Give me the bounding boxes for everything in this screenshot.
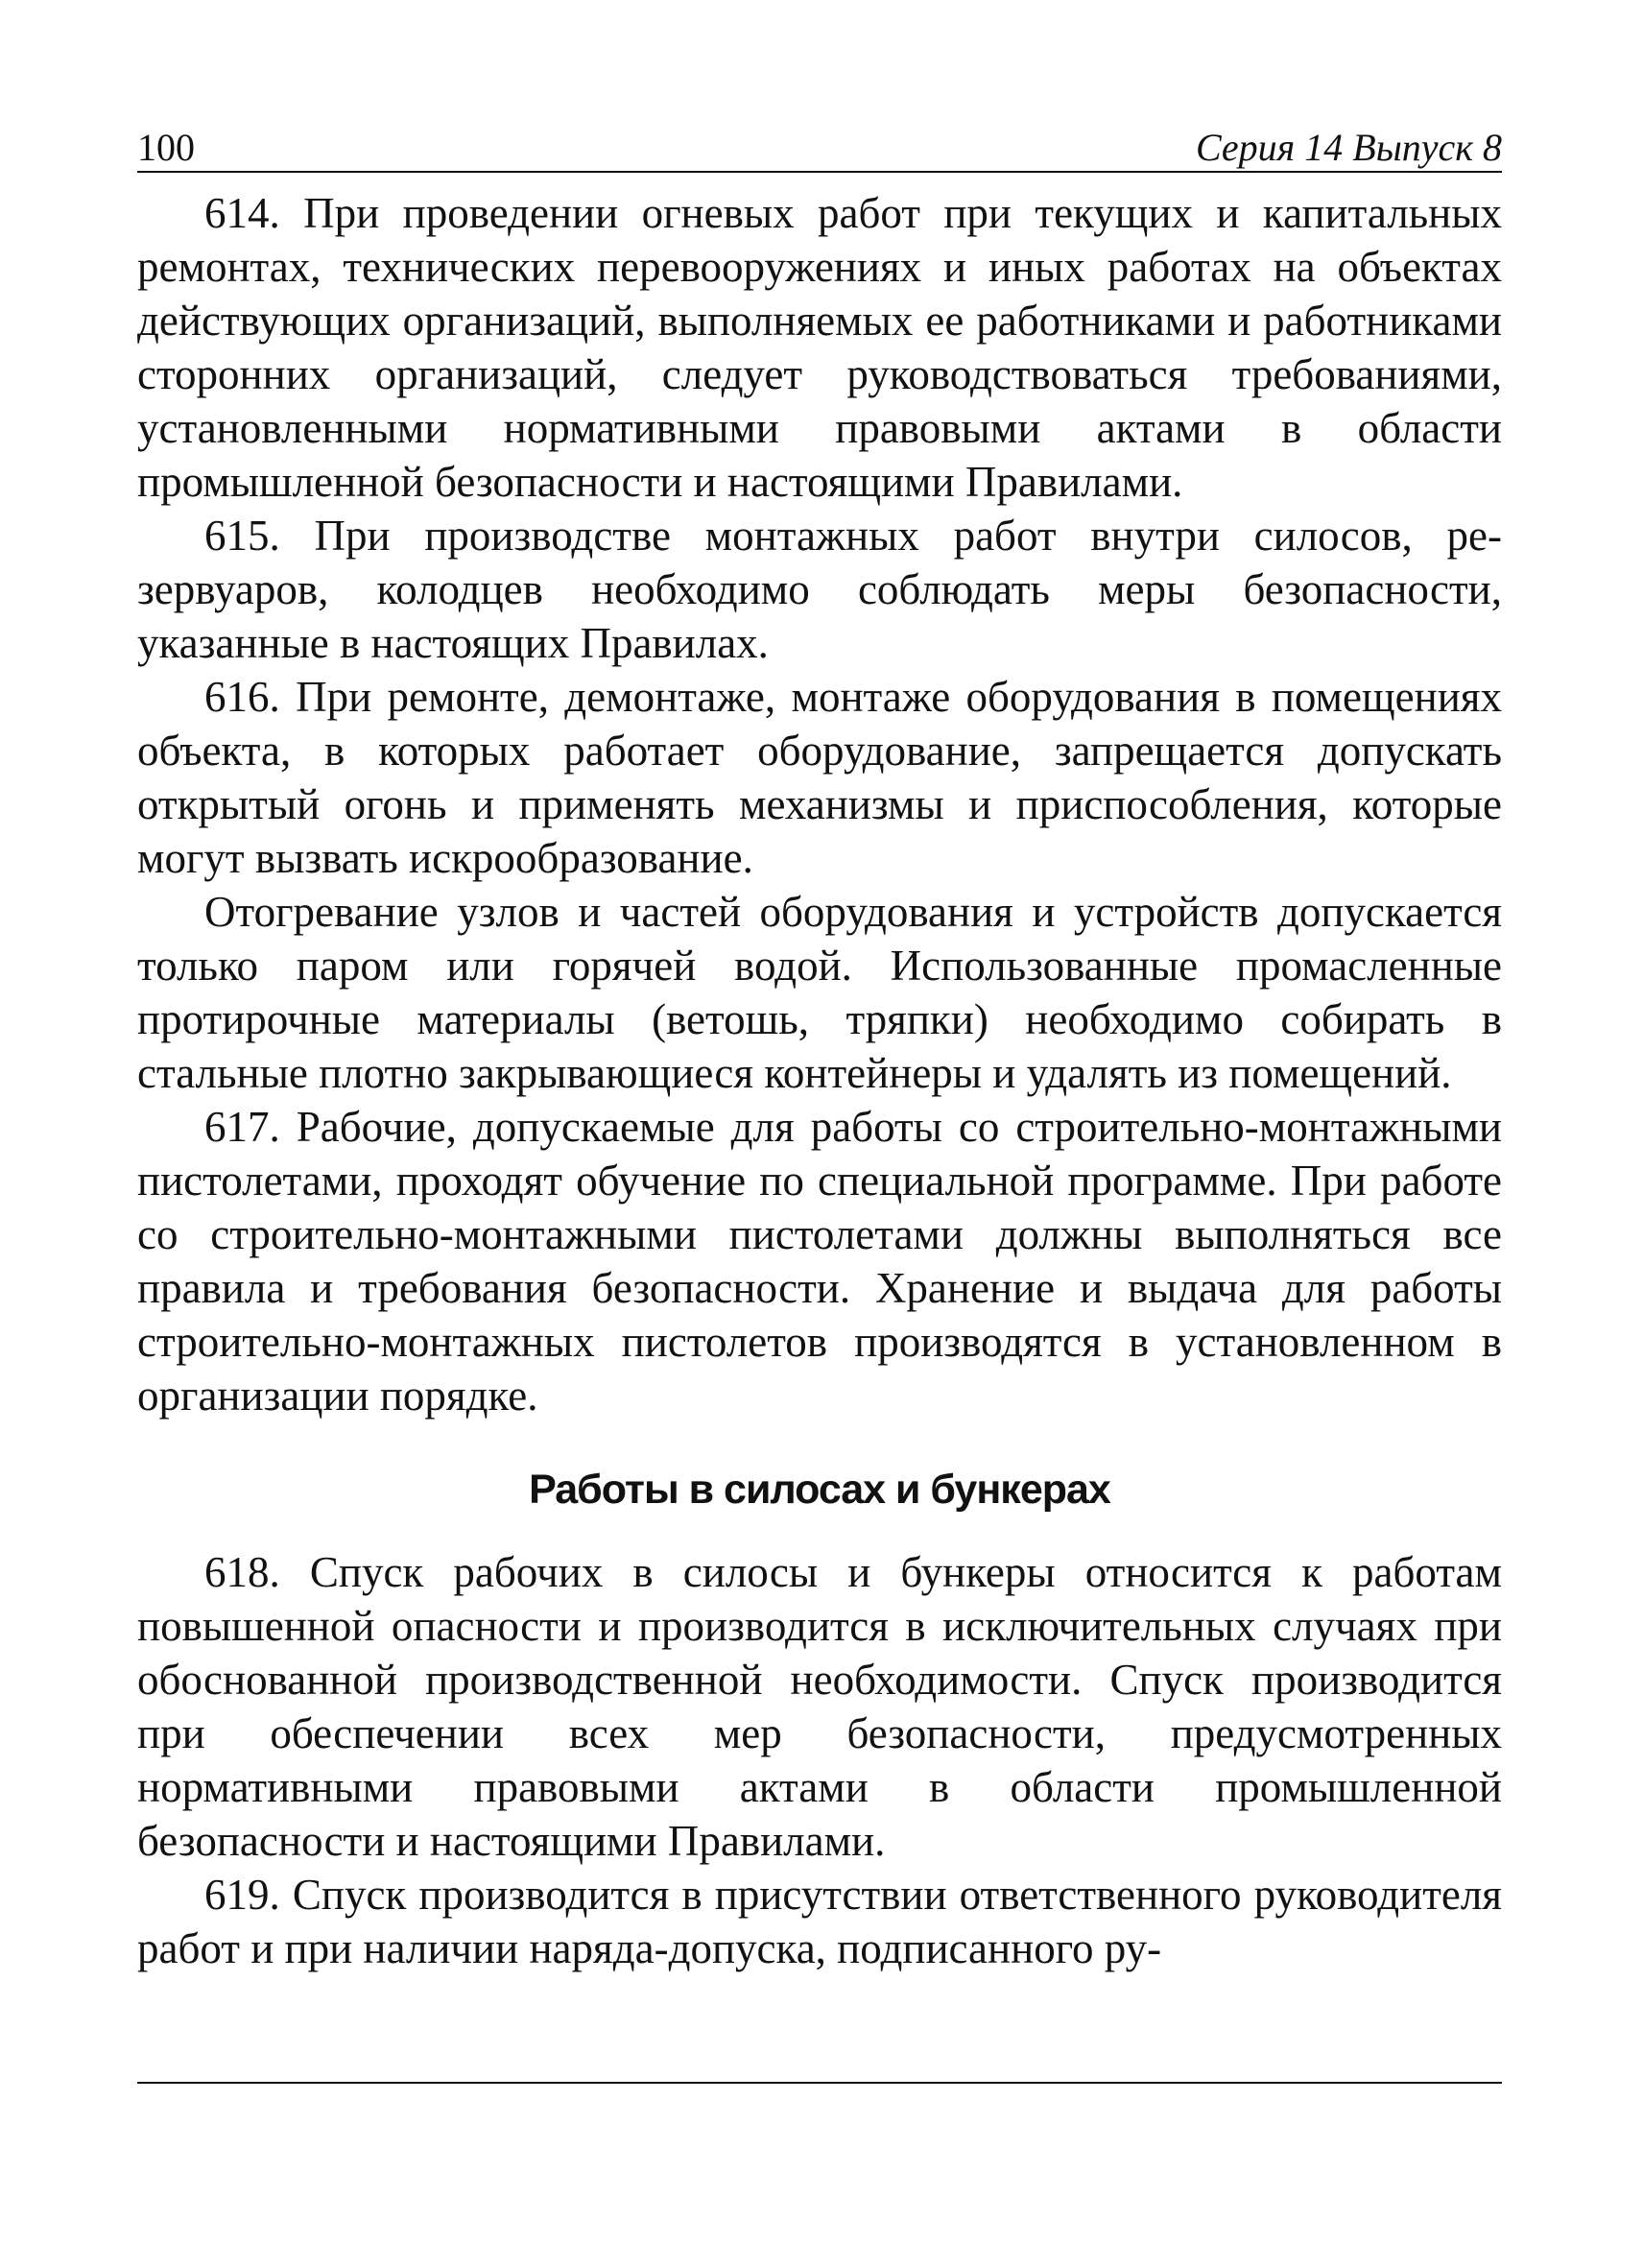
page-header bbox=[137, 115, 1502, 173]
section-heading: Работы в силосах и бункерах bbox=[529, 1467, 1110, 1513]
paragraph-617: 617. Рабочие, допускаемые для работы со строительно-монтажными пистолетами, проходят обучение по специальной программе. При работе со строительно-монтажными пистолетами должны выполняться все правила и требования безопасности. Хранение и выдача для работы строительно-монтажных пистолетов производятся в установленном в организации порядке. bbox=[137, 1103, 1502, 1420]
paragraph-618: 618. Спуск рабочих в силосы и бункеры относится к работам повышенной опасности и производится в исключительных случаях при обоснованной производственной необходимости. Спуск производится при обеспечении всех мер безопасности, предусмотренных нормативными правовыми актами в области промышленной безопасности и настоящими Правилами. bbox=[137, 1548, 1502, 1865]
paragraph-616-continuation: Отогревание узлов и частей оборудования и устройств допускается только паром или горячей водой. Использованные промасленные протирочные материалы (ветошь, тряпки) необходимо собирать в стальные плотно закрывающиеся контейнеры и удалять из помещений. bbox=[137, 888, 1502, 1097]
paragraph-615: 615. При производстве монтажных работ внутри силосов, резервуаров, колодцев необходимо соблюдать меры безопасности, указанные в настоящих Правилах. bbox=[137, 512, 1502, 667]
bottom-rule bbox=[137, 2082, 1502, 2084]
running-head: Серия 14 Выпуск 8 bbox=[1195, 126, 1502, 169]
paragraph-619: 619. Спуск производится в присутствии ответственного руководителя работ и при наличии наряда-допуска, подписанного ру- bbox=[137, 1871, 1502, 1972]
paragraph-614: 614. При проведении огневых работ при текущих и капитальных ремонтах, технических перевооружениях и иных работах на объектах действующих организаций, выполняемых ее работниками и работниками сторонних организаций, следует руководствоваться требованиями, установленными нормативными правовыми актами в области промышленной безопасности и настоящими Правилами. bbox=[137, 189, 1502, 506]
document-page bbox=[137, 115, 1502, 1975]
page-number: 100 bbox=[137, 126, 195, 169]
paragraph-616: 616. При ремонте, демонтаже, монтаже оборудования в помещениях объекта, в которых работает оборудование, запрещается допускать открытый огонь и применять механизмы и приспособления, которые могут вызвать искрообразование. bbox=[137, 673, 1502, 882]
body-text bbox=[137, 186, 1502, 1975]
